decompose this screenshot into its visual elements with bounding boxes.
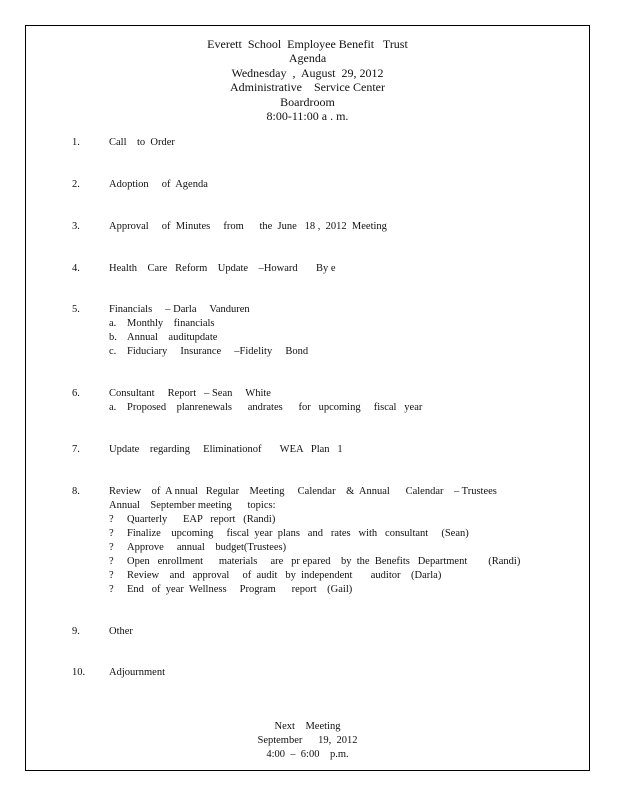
item-title: Adjournment — [109, 667, 165, 678]
topic-bullet — [109, 555, 579, 569]
next-meeting-label: Next Meeting — [274, 721, 341, 732]
sub-item-text: Proposed planrenewals andrates for upcoming fiscal year — [127, 402, 423, 413]
item-title: Adoption of Agenda — [109, 179, 208, 190]
item-number: 10. — [72, 667, 86, 678]
sub-item — [109, 317, 579, 331]
sub-item-text: Annual auditupdate — [127, 332, 218, 343]
item-title: Health Care Reform Update –Howard By e — [109, 263, 336, 274]
organization-name: Everett School Employee Benefit Trust — [207, 37, 408, 51]
meeting-location: Administrative Service Center — [230, 80, 385, 95]
bullet-glyph: ? — [109, 570, 114, 581]
bullet-glyph: ? — [109, 556, 114, 567]
next-meeting-block — [25, 720, 590, 762]
sub-item-text: Monthly financials — [127, 318, 215, 329]
topic-text: End of year Wellness Program report (Gail) — [127, 584, 353, 595]
item-subtitle: Annual September meeting topics: — [109, 500, 276, 511]
item-number: 7. — [72, 444, 80, 455]
item-number: 4. — [72, 263, 80, 274]
item-number: 9. — [72, 626, 80, 637]
next-meeting-date: September 19, 2012 — [257, 735, 358, 746]
bullet-glyph: ? — [109, 514, 114, 525]
topic-text: Open enrollment materials are pr epared by the Benefits Department (Randi) — [127, 556, 521, 567]
meeting-time: 8:00-11:00 a . m. — [266, 109, 349, 124]
bullet-glyph: ? — [109, 584, 114, 595]
item-title: Update regarding Eliminationof WEA Plan 1 — [109, 444, 343, 455]
item-number: 6. — [72, 388, 80, 399]
sub-item-marker: b. — [109, 332, 117, 343]
item-title: Review of A nnual Regular Meeting Calendar & Annual Calendar – Trustees — [109, 486, 497, 497]
item-number: 3. — [72, 221, 80, 232]
bullet-glyph: ? — [109, 542, 114, 553]
sub-item — [109, 345, 579, 359]
topic-bullet — [109, 569, 579, 583]
topic-bullet — [109, 513, 579, 527]
document-title: Agenda — [288, 51, 327, 66]
meeting-room: Boardroom — [280, 94, 335, 109]
item-title: Other — [109, 626, 133, 637]
topic-bullet — [109, 541, 579, 555]
item-title: Financials – Darla Vanduren — [109, 304, 250, 315]
sub-item-marker: c. — [109, 346, 117, 357]
bullet-glyph: ? — [109, 528, 114, 539]
topic-bullet — [109, 583, 579, 597]
agenda-header — [25, 37, 590, 123]
topic-text: Review and approval of audit by independent auditor (Darla) — [127, 570, 442, 581]
item-title: Approval of Minutes from the June 18 , 2012 Meeting — [109, 221, 387, 232]
item-number: 2. — [72, 179, 80, 190]
topic-text: Quarterly EAP report (Randi) — [127, 514, 276, 525]
item-title: Consultant Report – Sean White — [109, 388, 271, 399]
sub-item-marker: a. — [109, 402, 117, 413]
item-number: 8. — [72, 486, 80, 497]
sub-item-text: Fiduciary Insurance –Fidelity Bond — [127, 346, 309, 357]
sub-item — [109, 331, 579, 345]
topic-text: Finalize upcoming fiscal year plans and rates with consultant (Sean) — [127, 528, 469, 539]
sub-item — [109, 401, 579, 415]
next-meeting-time: 4:00 – 6:00 p.m. — [266, 749, 349, 760]
meeting-date: Wednesday , August 29, 2012 — [231, 65, 384, 80]
item-title: Call to Order — [109, 137, 175, 148]
topic-bullet — [109, 527, 579, 541]
item-number: 5. — [72, 304, 80, 315]
topic-text: Approve annual budget(Trustees) — [127, 542, 287, 553]
item-number: 1. — [72, 137, 80, 148]
sub-item-marker: a. — [109, 318, 117, 329]
